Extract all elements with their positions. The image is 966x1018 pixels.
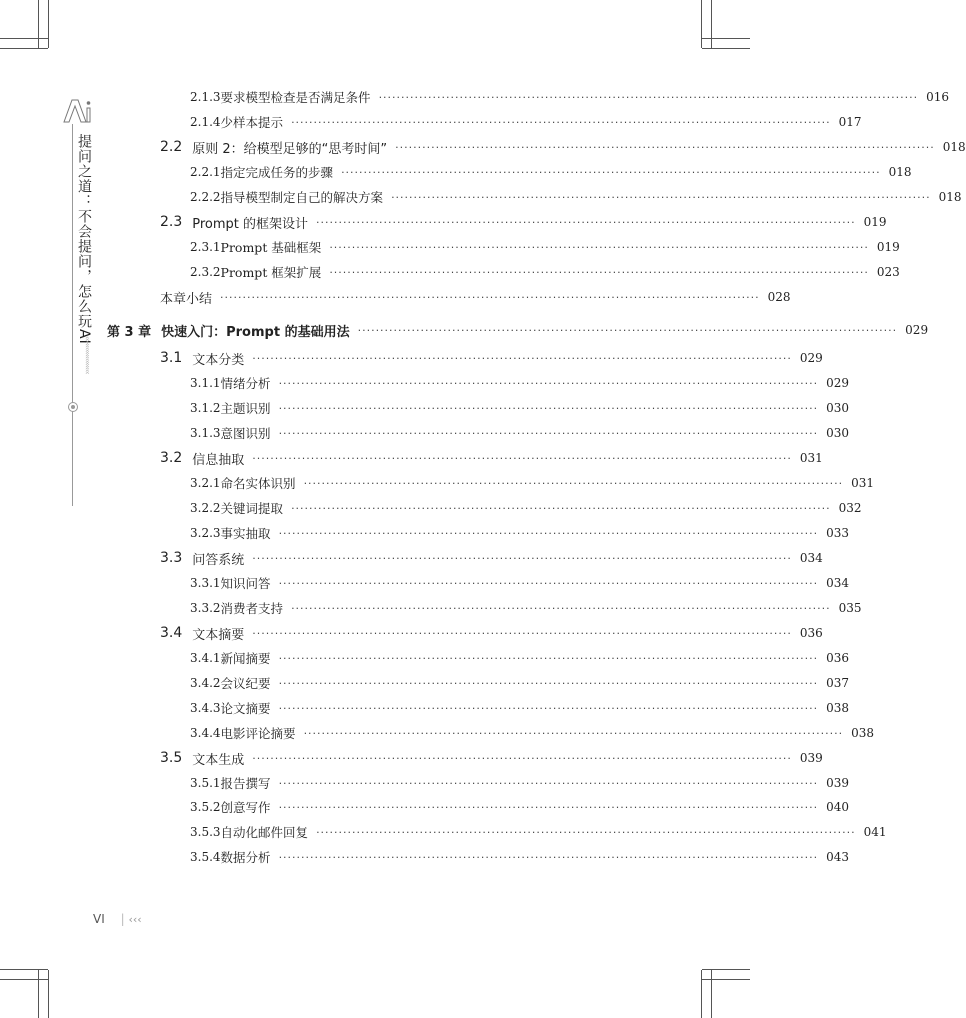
dot-leader: ························································································································ xyxy=(291,601,831,615)
dot-leader: ························································································································ xyxy=(278,850,819,864)
dot-leader: ························································································································ xyxy=(329,240,869,254)
toc-page-number: 029 xyxy=(799,351,823,365)
toc-entry[interactable] xyxy=(160,137,966,157)
toc-page-number: 017 xyxy=(838,115,862,129)
toc-title: 问答系统 xyxy=(192,552,245,568)
toc-entry[interactable] xyxy=(190,598,862,618)
toc-entry[interactable] xyxy=(190,797,850,817)
dot-leader: ························································································································ xyxy=(278,701,819,715)
toc-title: 命名实体识别 xyxy=(220,476,296,491)
toc-entry[interactable] xyxy=(190,822,887,842)
dot-leader: ························································································································ xyxy=(278,426,819,440)
toc-entry[interactable] xyxy=(160,212,887,232)
toc-page-number: 038 xyxy=(826,701,850,715)
toc-entry[interactable] xyxy=(190,523,850,543)
toc-page-number: 019 xyxy=(876,240,900,254)
toc-number: 3.2.3 xyxy=(190,526,221,540)
toc-page-number: 041 xyxy=(863,825,887,839)
toc-number: 2.1.3 xyxy=(190,90,221,104)
toc-number: 3.4 xyxy=(160,625,183,641)
toc-page-number: 036 xyxy=(826,651,850,665)
toc-entry[interactable] xyxy=(190,237,900,257)
dot-leader: ························································································································ xyxy=(316,215,856,229)
toc-page-number: 036 xyxy=(799,626,823,640)
dot-leader: ························································································································ xyxy=(252,551,792,565)
toc-entry[interactable] xyxy=(190,648,850,668)
dot-leader: ························································································································ xyxy=(278,651,819,665)
dot-leader: ························································································································ xyxy=(252,351,792,365)
toc-page-number: 038 xyxy=(851,726,875,740)
toc-page-number: 039 xyxy=(826,776,850,790)
dot-leader: ························································································································ xyxy=(395,140,935,154)
crop-mark xyxy=(711,970,712,1018)
toc-page-number: 030 xyxy=(826,401,850,415)
toc-number: 3.1 xyxy=(160,350,183,366)
toc-entry[interactable] xyxy=(190,87,950,107)
toc-page-number: 030 xyxy=(826,426,850,440)
dot-leader: ························································································································ xyxy=(278,376,819,390)
dot-leader: ························································································································ xyxy=(252,626,792,640)
dot-leader: ························································································································ xyxy=(278,800,819,814)
toc-entry[interactable] xyxy=(160,748,823,768)
toc-number: 3.2.1 xyxy=(190,476,221,490)
toc-number: 3.1.2 xyxy=(190,401,221,415)
toc-title: 指定完成任务的步骤 xyxy=(220,165,334,180)
toc-entry[interactable] xyxy=(190,162,912,182)
toc-title: 文本摘要 xyxy=(192,627,245,643)
toc-entry[interactable] xyxy=(160,448,823,468)
toc-entry[interactable] xyxy=(160,548,823,568)
footer-chevrons: ‹‹‹ xyxy=(128,913,142,926)
toc-entry[interactable] xyxy=(190,773,850,793)
toc-page-number: 037 xyxy=(826,676,850,690)
ai-logo-icon xyxy=(62,98,92,124)
toc-entry[interactable] xyxy=(190,373,850,393)
toc-number: 2.3.1 xyxy=(190,240,221,254)
toc-number: 2.1.4 xyxy=(190,115,221,129)
dot-leader: ························································································································ xyxy=(378,90,919,104)
toc-entry[interactable] xyxy=(190,847,850,867)
toc-page-number: 034 xyxy=(826,576,850,590)
dot-leader: ························································································································ xyxy=(291,115,831,129)
page-footer xyxy=(93,912,142,926)
toc-title: 创意写作 xyxy=(220,800,271,815)
dot-leader: ························································································································ xyxy=(303,726,844,740)
toc-title: 文本生成 xyxy=(192,752,245,768)
crop-mark xyxy=(701,970,702,1018)
footer-divider: | xyxy=(120,912,125,926)
toc-title: 事实抽取 xyxy=(220,526,271,541)
toc-page-number: 034 xyxy=(799,551,823,565)
toc-page-number: 018 xyxy=(938,190,962,204)
toc-entry[interactable] xyxy=(190,473,875,493)
toc-title: 会议纪要 xyxy=(220,676,271,691)
toc-number: 3.3 xyxy=(160,550,183,566)
toc-title: 论文摘要 xyxy=(220,701,271,716)
crop-mark xyxy=(0,48,48,49)
toc-title: 消费者支持 xyxy=(220,601,284,616)
toc-entry[interactable] xyxy=(190,723,875,743)
crop-mark xyxy=(702,38,750,39)
toc-entry[interactable] xyxy=(190,187,962,207)
dot-leader: ························································································································ xyxy=(220,290,760,304)
toc-number: 3.5.2 xyxy=(190,800,221,814)
toc-chapter-entry[interactable] xyxy=(107,320,929,340)
toc-page-number: 016 xyxy=(926,90,950,104)
toc-page-number: 018 xyxy=(888,165,912,179)
toc-page-number: 043 xyxy=(826,850,850,864)
toc-title: 信息抽取 xyxy=(192,452,245,468)
dot-leader: ························································································································ xyxy=(278,676,819,690)
dot-leader: ························································································································ xyxy=(278,526,819,540)
toc-title: 意图识别 xyxy=(220,426,271,441)
crop-mark xyxy=(702,979,750,980)
crop-mark xyxy=(701,0,702,48)
book-title: 提问之道：不会提问，怎么玩AI xyxy=(76,134,92,345)
toc-number: 3.2 xyxy=(160,450,183,466)
toc-title: 主题识别 xyxy=(220,401,271,416)
toc-number: 3.4.3 xyxy=(190,701,221,715)
toc-entry[interactable] xyxy=(190,112,862,132)
sidebar-dot-icon xyxy=(68,402,78,412)
toc-page-number: 033 xyxy=(826,526,850,540)
toc-title: 要求模型检查是否满足条件 xyxy=(220,90,371,105)
toc-number: 2.2.1 xyxy=(190,165,221,179)
toc-page-number: 018 xyxy=(942,140,966,154)
toc-number: 3.2.2 xyxy=(190,501,221,515)
toc-number: 2.3.2 xyxy=(190,265,221,279)
crop-mark xyxy=(48,0,49,48)
toc-page-number: 031 xyxy=(799,451,823,465)
toc-entry[interactable] xyxy=(160,348,823,368)
toc-title: Prompt 框架扩展 xyxy=(220,265,322,280)
page-number: VI xyxy=(93,912,105,926)
toc-entry[interactable] xyxy=(160,287,791,307)
toc-title: 电影评论摘要 xyxy=(220,726,296,741)
toc-page-number: 019 xyxy=(863,215,887,229)
toc-number: 3.5 xyxy=(160,750,183,766)
toc-title: 关键词提取 xyxy=(220,501,284,516)
toc-entry[interactable] xyxy=(190,262,900,282)
dot-leader: ························································································································ xyxy=(329,265,869,279)
side-banner xyxy=(62,98,92,428)
toc-entry[interactable] xyxy=(190,498,862,518)
crop-mark xyxy=(702,969,750,970)
toc-entry[interactable] xyxy=(190,398,850,418)
toc-title: 数据分析 xyxy=(220,850,271,865)
toc-title: 新闻摘要 xyxy=(220,651,271,666)
toc-title: 知识问答 xyxy=(220,576,271,591)
dot-leader: ························································································································ xyxy=(278,401,819,415)
toc-number: 3.5.3 xyxy=(190,825,221,839)
dot-leader: ························································································································ xyxy=(357,323,898,337)
toc-entry[interactable] xyxy=(160,623,823,643)
toc-entry[interactable] xyxy=(190,573,850,593)
toc-title: Prompt 基础框架 xyxy=(220,240,322,255)
toc-page-number: 028 xyxy=(767,290,791,304)
toc-number: 3.4.4 xyxy=(190,726,221,740)
dot-leader: ························································································································ xyxy=(252,451,792,465)
dot-leader: ························································································································ xyxy=(316,825,856,839)
toc-number: 第 3 章 xyxy=(107,324,152,340)
toc-number: 3.3.1 xyxy=(190,576,221,590)
toc-title: 快速入门：Prompt 的基础用法 xyxy=(161,324,350,340)
crop-mark xyxy=(702,48,750,49)
toc-number: 3.3.2 xyxy=(190,601,221,615)
crop-mark xyxy=(38,970,39,1018)
toc-title: 文本分类 xyxy=(192,352,245,368)
toc-page-number: 029 xyxy=(905,323,929,337)
sidebar-rule xyxy=(72,124,73,506)
dot-leader: ························································································································ xyxy=(278,776,819,790)
sidebar-chevrons: ‹‹‹‹‹‹‹‹‹‹‹‹‹‹‹‹‹ xyxy=(83,336,92,374)
crop-mark xyxy=(48,970,49,1018)
toc-title: 本章小结 xyxy=(160,291,213,307)
dot-leader: ························································································································ xyxy=(252,751,792,765)
crop-mark xyxy=(0,38,48,39)
toc-title: 报告撰写 xyxy=(220,776,271,791)
toc-title: Prompt 的框架设计 xyxy=(192,216,309,232)
toc-title: 指导模型制定自己的解决方案 xyxy=(220,190,384,205)
toc-number: 3.1.1 xyxy=(190,376,221,390)
toc-number: 2.2 xyxy=(160,139,183,155)
dot-leader: ························································································································ xyxy=(278,576,819,590)
toc-number: 2.3 xyxy=(160,214,183,230)
toc-number: 3.4.2 xyxy=(190,676,221,690)
dot-leader: ························································································································ xyxy=(391,190,931,204)
crop-mark xyxy=(38,0,39,48)
crop-mark xyxy=(711,0,712,48)
toc-page-number: 040 xyxy=(826,800,850,814)
toc-entry[interactable] xyxy=(190,673,850,693)
toc-title: 少样本提示 xyxy=(220,115,284,130)
toc-title: 原则 2：给模型足够的“思考时间” xyxy=(192,141,388,157)
toc-page-number: 029 xyxy=(826,376,850,390)
toc-page-number: 039 xyxy=(799,751,823,765)
toc-page-number: 023 xyxy=(876,265,900,279)
crop-mark xyxy=(0,969,48,970)
toc-entry[interactable] xyxy=(190,698,850,718)
toc-page-number: 035 xyxy=(838,601,862,615)
toc-number: 3.4.1 xyxy=(190,651,221,665)
toc-page-number: 032 xyxy=(838,501,862,515)
toc-title: 情绪分析 xyxy=(220,376,271,391)
toc-number: 3.5.1 xyxy=(190,776,221,790)
dot-leader: ························································································································ xyxy=(303,476,844,490)
toc-page-number: 031 xyxy=(851,476,875,490)
dot-leader: ························································································································ xyxy=(341,165,881,179)
crop-mark xyxy=(0,979,48,980)
dot-leader: ························································································································ xyxy=(291,501,831,515)
toc-number: 3.1.3 xyxy=(190,426,221,440)
toc-entry[interactable] xyxy=(190,423,850,443)
toc-title: 自动化邮件回复 xyxy=(220,825,309,840)
toc-number: 3.5.4 xyxy=(190,850,221,864)
toc-number: 2.2.2 xyxy=(190,190,221,204)
